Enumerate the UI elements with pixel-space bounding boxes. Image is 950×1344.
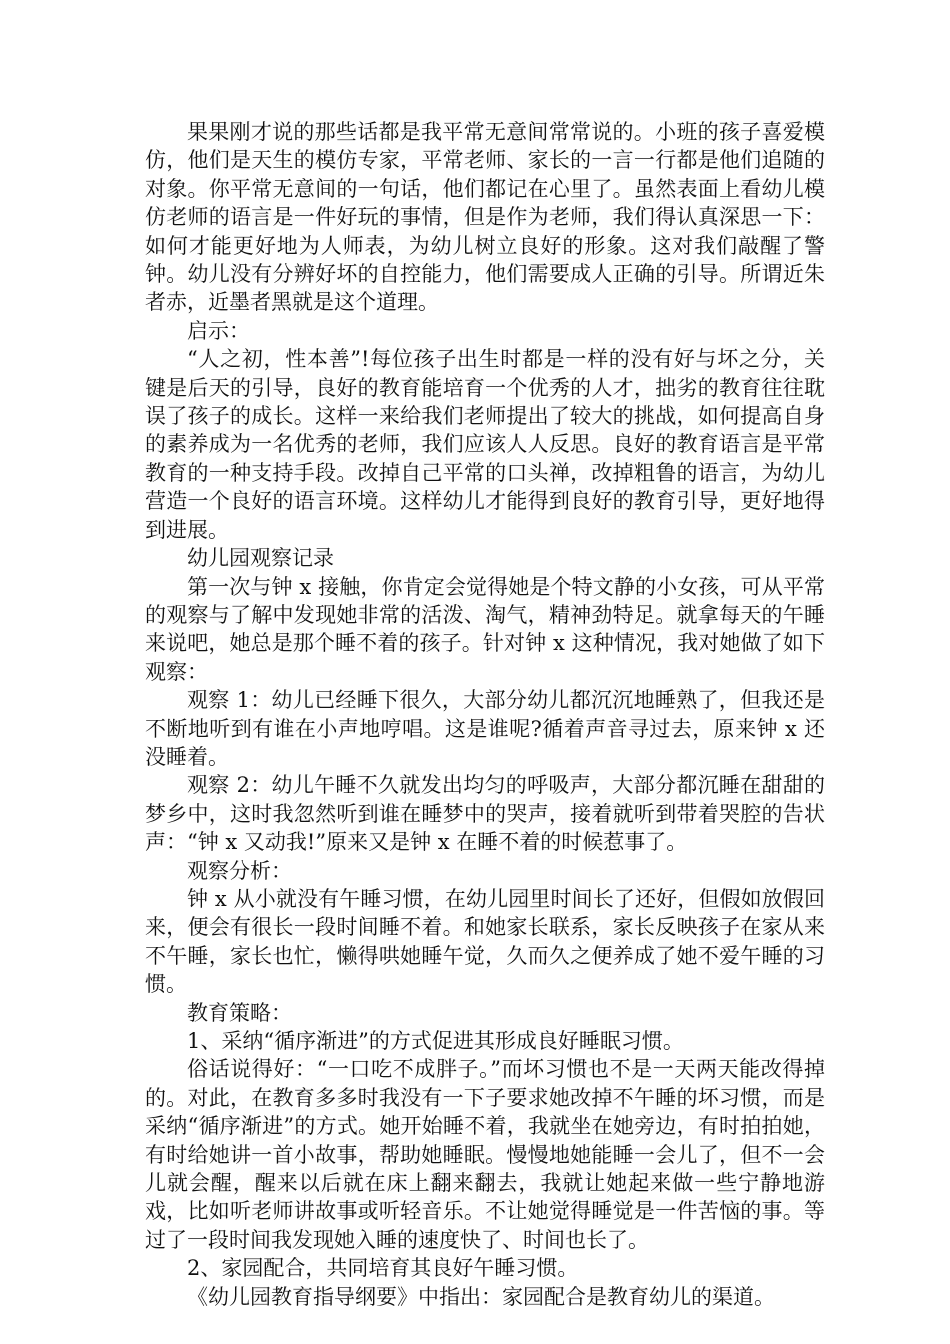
paragraph-intro: 第一次与钟 x 接触，你肯定会觉得她是个特文静的小女孩，可从平常的观察与了解中发现她非常的活泼、淘气，精神劲特足。就拿每天的午睡来说吧，她总是那个睡不着的孩子。针对钟 x 这种情况，我对她做了如下观察：	[145, 574, 825, 684]
paragraph-reflection: 果果刚才说的那些话都是我平常无意间常常说的。小班的孩子喜爱模仿，他们是天生的模仿专家，平常老师、家长的一言一行都是他们追随的对象。你平常无意间的一句话，他们都记在心里了。虽然表面上看幼儿模仿老师的语言是一件好玩的事情，但是作为老师，我们得认真深思一下：如何才能更好地为人师表，为幼儿树立良好的形象。这对我们敲醒了警钟。幼儿没有分辨好坏的自控能力，他们需要成人正确的引导。所谓近朱者赤，近墨者黑就是这个道理。	[145, 120, 825, 315]
paragraph-analysis: 钟 x 从小就没有午睡习惯，在幼儿园里时间长了还好，但假如放假回来，便会有很长一段时间睡不着。和她家长联系，家长反映孩子在家从来不午睡，家长也忙，懒得哄她睡午觉，久而久之便养成了她不爱午睡的习惯。	[145, 886, 825, 997]
strategy-item-1: 1、采纳“循序渐进”的方式促进其形成良好睡眠习惯。	[187, 1029, 684, 1053]
paragraph-strategy-2: 《幼儿园教育指导纲要》中指出：家园配合是教育幼儿的渠道。	[187, 1284, 775, 1309]
paragraph-strategy-1: 俗话说得好：“一口吃不成胖子。”而坏习惯也不是一天两天能改得掉的。对此，在教育多多时我没有一下子要求她改掉不午睡的坏习惯，而是采纳“循序渐进”的方式。她开始睡不着，我就坐在她旁边，有时拍拍她，有时给她讲一首小故事，帮助她睡眠。慢慢地她能睡一会儿了，但不一会儿就会醒，醒来以后就在床上翻来翻去，我就让她起来做一些宁静地游戏，比如听老师讲故事或听轻音乐。不让她觉得睡觉是一件苦恼的事。等过了一段时间我发现她入睡的速度快了、时间也长了。	[145, 1057, 825, 1252]
strategy-item-2: 2、家园配合，共同培育其良好午睡习惯。	[187, 1256, 579, 1281]
paragraph-observation-2: 观察 2：幼儿午睡不久就发出均匀的呼吸声，大部分都沉睡在甜甜的梦乡中，这时我忽然听到谁在睡梦中的哭声，接着就听到带着哭腔的告状声：“钟 x 又动我!”原来又是钟 x 在睡不着的时候惹事了。	[145, 773, 825, 855]
heading-analysis: 观察分析：	[187, 858, 292, 883]
document-body	[145, 118, 825, 1311]
paragraph-inspiration: “人之初，性本善”!每位孩子出生时都是一样的没有好与坏之分，关键是后天的引导，良好的教育能培育一个优秀的人才，拙劣的教育往往耽误了孩子的成长。这样一来给我们老师提出了较大的挑战，如何提高自身的素养成为一名优秀的老师，我们应该人人反思。良好的教育语言是平常教育的一种支持手段。改掉自己平常的口头禅，改掉粗鲁的语言，为幼儿营造一个良好的语言环境。这样幼儿才能得到良好的教育引导，更好地得到进展。	[145, 347, 825, 542]
paragraph-observation-1: 观察 1：幼儿已经睡下很久，大部分幼儿都沉沉地睡熟了，但我还是不断地听到有谁在小声地哼唱。这是谁呢?循着声音寻过去，原来钟 x 还没睡着。	[145, 688, 825, 769]
heading-observation-record: 幼儿园观察记录	[187, 546, 334, 571]
heading-strategy: 教育策略：	[187, 1000, 292, 1025]
heading-inspiration: 启示：	[187, 318, 250, 343]
